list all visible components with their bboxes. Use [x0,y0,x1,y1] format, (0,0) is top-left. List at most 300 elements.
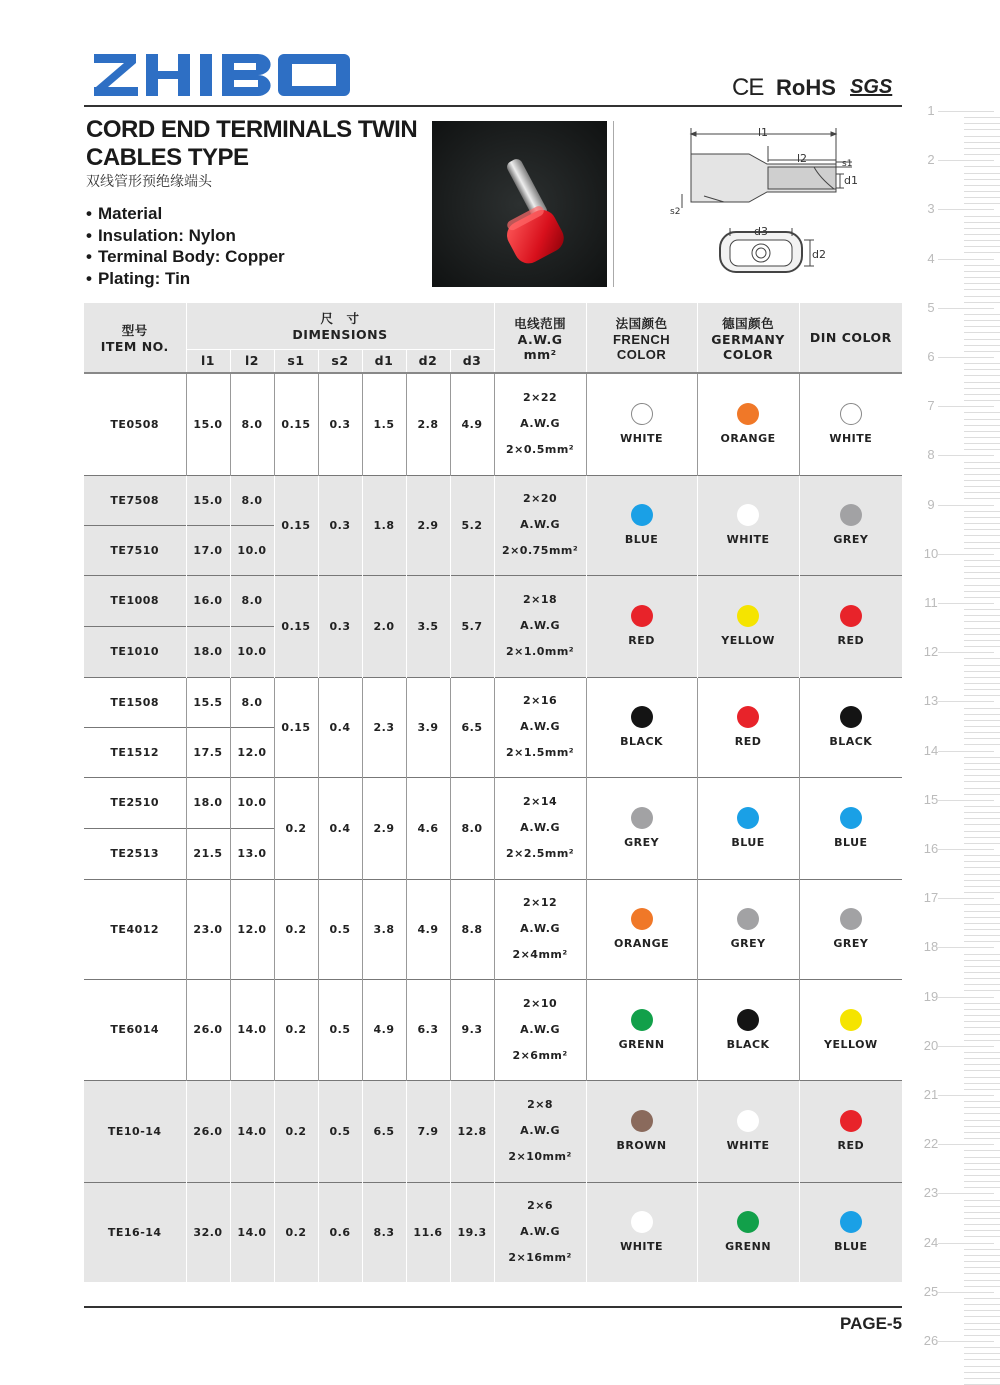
ruler-tick [938,160,994,161]
ruler-tick [964,1200,1000,1201]
ruler-tick [964,222,1000,223]
color-swatch [631,403,653,425]
table-row [84,777,902,828]
ruler-tick [964,523,1000,524]
ruler-tick [964,283,1000,284]
cell-d1: 1.5 [362,373,406,475]
wire-range [494,575,586,677]
din-color [799,979,902,1080]
ruler-tick [964,1323,1000,1324]
awg-value: 2×22 [522,391,558,405]
ruler-tick [964,855,1000,856]
wire-range [494,1080,586,1182]
ruler-tick [964,375,1000,376]
cell-d2: 2.9 [406,475,450,575]
ruler-tick [964,166,1000,167]
ruler-number: 21 [923,1087,939,1102]
ruler-tick [964,818,1000,819]
ruler-number: 23 [923,1185,939,1201]
title-line-2: CABLES TYPE [86,144,249,171]
ruler-tick [964,1218,1000,1219]
ruler-tick [964,1138,1000,1139]
cell-d3: 12.8 [450,1080,494,1182]
ruler-tick [964,154,1000,155]
cell-d3: 8.8 [450,879,494,979]
ruler-tick [964,597,1000,598]
color-swatch [631,908,653,930]
color-name: BLACK [726,1037,770,1051]
ruler-tick [964,345,1000,346]
ruler-number: 13 [923,693,939,709]
ruler-tick [938,800,994,801]
cell-d2: 3.9 [406,677,450,777]
ruler-tick [964,1329,1000,1330]
wire-range [494,777,586,879]
cell-s2: 0.5 [318,879,362,979]
color-name: RED [628,634,655,647]
awg-label: A.W.G [520,1225,560,1239]
ruler-tick [964,1212,1000,1213]
ruler-tick [964,781,1000,782]
item-no: TE2513 [84,828,186,879]
ruler-tick [964,1316,1000,1317]
ruler-tick [964,978,1000,979]
mm-value: 2×16mm² [508,1251,572,1265]
ruler-number: 26 [923,1333,939,1348]
color-swatch [631,1211,653,1233]
ruler-tick [964,923,1000,924]
ruler-number: 1 [927,103,935,118]
header-s2: s2 [318,349,362,373]
ruler-number: 20 [923,1037,939,1053]
color-swatch [737,908,759,930]
french-color [586,777,697,879]
french-color [586,1182,697,1282]
ruler-tick [964,1064,1000,1065]
ruler-tick [938,1095,994,1096]
cell-d1: 3.8 [362,879,406,979]
din-color [799,1182,902,1282]
ruler-tick [964,837,1000,838]
awg-value: 2×8 [527,1098,554,1111]
ruler-tick [938,652,994,653]
color-name: GREY [624,836,660,849]
cell-d1: 6.5 [362,1080,406,1182]
ruler-tick [938,259,994,260]
cell-d1: 4.9 [362,979,406,1080]
color-name: GREY [730,937,766,950]
ruler-tick [964,886,1000,887]
header-range-cn: 电线范围 [514,315,567,331]
svg-text:s1: s1 [842,159,853,169]
ruler-tick [938,455,994,456]
ruler-tick [964,658,1000,659]
ruler-tick [964,1304,1000,1305]
awg-value: 2×6 [527,1199,554,1213]
svg-text:l1: l1 [758,126,769,139]
color-name: BLACK [829,735,873,748]
ruler-tick [964,388,1000,389]
ruler-number: 24 [923,1234,939,1250]
cell-d2: 6.3 [406,979,450,1080]
french-color [586,575,697,677]
ruler-tick [964,788,1000,789]
ruler-tick [964,117,1000,118]
ruler-tick [964,173,1000,174]
cell-l1: 21.5 [186,828,230,879]
ruler-tick [964,1175,1000,1176]
color-name: RED [837,634,865,647]
french-color [586,979,697,1080]
ruler-tick [964,892,1000,893]
rohs-mark: RoHS [776,75,836,100]
color-swatch [737,403,759,425]
cell-l1: 23.0 [186,879,230,979]
header-item-no [84,303,186,373]
germany-color [697,1182,799,1282]
color-name: BLUE [731,836,765,849]
ruler-tick [938,898,994,899]
ruler-tick [964,972,1000,973]
table-row [84,1182,902,1282]
awg-label: A.W.G [520,1124,560,1137]
header-wire-range [494,303,586,373]
color-swatch [840,605,862,627]
cell-l2: 14.0 [230,1080,274,1182]
header-range-mm: mm² [523,346,557,362]
table-row [84,1080,902,1182]
color-swatch [737,1009,759,1031]
ruler-number: 18 [923,939,939,955]
mm-value: 2×0.5mm² [506,443,575,457]
color-swatch [631,605,653,627]
ruler-tick [938,1193,994,1194]
ruler-tick [964,1058,1000,1059]
ruler-number: 2 [927,152,935,168]
ruler-tick [964,1267,1000,1268]
ruler-tick [964,1310,1000,1311]
item-no: TE0508 [84,373,186,475]
ruler-tick [964,708,1000,709]
ruler-tick [938,357,994,358]
ruler-tick [938,209,994,210]
ruler-number: 4 [927,250,935,266]
color-name: YELLOW [721,634,775,647]
ruler-tick [964,123,1000,124]
cell-l2: 8.0 [230,575,274,626]
cell-s2: 0.5 [318,1080,362,1182]
ruler-tick [964,1255,1000,1256]
cell-s1: 0.2 [274,777,318,879]
ruler-tick [964,142,1000,143]
ruler-tick [964,911,1000,912]
germany-color [697,677,799,777]
footer-rule [84,1306,902,1308]
ruler-tick [964,271,1000,272]
cell-s2: 0.6 [318,1182,362,1282]
color-swatch [840,1211,862,1233]
specifications-table [84,303,902,1282]
property-material: • Material [86,203,285,225]
ruler-number: 16 [923,841,939,856]
cell-l2: 10.0 [230,626,274,677]
ruler-tick [964,369,1000,370]
color-name: GREY [833,533,869,546]
cell-l1: 18.0 [186,626,230,677]
ruler-tick [964,517,1000,518]
cell-l1: 17.0 [186,525,230,575]
ruler-tick [964,1009,1000,1010]
ruler-tick [964,732,1000,733]
ruler-tick [964,1101,1000,1102]
ruler-tick [964,351,1000,352]
svg-text:ZHIBO: ZHIBO [94,94,98,95]
cell-l1: 17.5 [186,727,230,777]
mm-value: 2×1.5mm² [506,746,575,759]
ruler-tick [964,302,1000,303]
ruler-tick [964,591,1000,592]
header-item-en: ITEM NO. [100,339,169,354]
awg-value: 2×20 [522,492,558,505]
ruler-tick [964,542,1000,543]
ruler-tick [938,1292,994,1293]
ruler-tick [964,757,1000,758]
header-item-cn: 型号 [121,323,148,338]
ruler-number: 11 [924,595,938,610]
item-no: TE4012 [84,879,186,979]
color-name: RED [837,1139,865,1152]
wire-range [494,677,586,777]
color-name: GREY [833,937,869,950]
din-color [799,373,902,475]
din-color [799,777,902,879]
ruler-tick [964,1359,1000,1360]
ruler-number: 8 [927,447,935,463]
ruler-tick [964,548,1000,549]
item-no: TE1010 [84,626,186,677]
header-rule [84,105,902,107]
ruler-tick [964,929,1000,930]
ruler-tick [964,296,1000,297]
cell-l1: 15.0 [186,373,230,475]
color-swatch [631,706,653,728]
ruler-tick [964,339,1000,340]
ruler-tick [964,763,1000,764]
color-name: GRENN [725,1240,772,1254]
wire-range [494,475,586,575]
cell-s1: 0.15 [274,677,318,777]
ruler-tick [964,726,1000,727]
product-photo [432,121,607,287]
ruler-tick [964,1126,1000,1127]
ruler-number: 9 [927,496,935,512]
ruler-tick [938,1046,994,1047]
ruler-tick [964,1236,1000,1237]
ruler-tick [964,1070,1000,1071]
ruler-tick [964,769,1000,770]
color-name: WHITE [726,533,770,546]
ruler-tick [964,492,1000,493]
ruler-tick [964,252,1000,253]
ruler-tick [964,320,1000,321]
cell-l1: 26.0 [186,1080,230,1182]
property-plating: • Plating: Tin [86,268,285,290]
cell-l2: 8.0 [230,475,274,525]
ruler-tick [964,867,1000,868]
page-title [86,116,426,172]
sgs-mark: SGS [850,76,893,98]
cell-l2: 14.0 [230,1182,274,1282]
french-color [586,475,697,575]
item-no: TE7510 [84,525,186,575]
color-swatch [631,1110,653,1132]
ruler-tick [964,794,1000,795]
ruler-tick [964,824,1000,825]
header-din-color: DIN COLOR [799,303,902,373]
color-swatch [737,807,759,829]
table-row [84,879,902,979]
ruler-tick [964,880,1000,881]
cell-d3: 6.5 [450,677,494,777]
ruler-tick [964,1052,1000,1053]
ruler-tick [964,578,1000,579]
ruler-tick [964,486,1000,487]
ruler-tick [964,332,1000,333]
table-row [84,677,902,727]
germany-color [697,475,799,575]
ruler-tick [964,646,1000,647]
ruler-tick [964,511,1000,512]
ruler-number: 19 [923,988,939,1004]
ruler-tick [964,966,1000,967]
ruler-tick [938,1243,994,1244]
cell-d1: 8.3 [362,1182,406,1282]
awg-label: A.W.G [520,922,560,935]
ruler-tick [964,437,1000,438]
svg-text:l2: l2 [797,152,808,165]
ruler-tick [964,216,1000,217]
ruler-tick [964,431,1000,432]
item-no: TE10-14 [84,1080,186,1182]
ruler-tick [964,683,1000,684]
material-properties [86,203,285,289]
ruler-tick [938,1341,994,1342]
awg-label: A.W.G [520,1022,560,1036]
ruler-tick [964,1113,1000,1114]
ruler-tick [964,1372,1000,1373]
cell-l1: 32.0 [186,1182,230,1282]
ruler-tick [964,720,1000,721]
ruler-tick [964,689,1000,690]
awg-label: A.W.G [520,619,560,632]
cell-s2: 0.5 [318,979,362,1080]
ruler-number: 14 [923,742,939,758]
din-color [799,677,902,777]
header-germany-en1: GERMANY [711,331,785,347]
awg-label: A.W.G [520,720,560,733]
header-l2: l2 [230,349,274,373]
ruler-tick [964,640,1000,641]
ruler-tick [964,1077,1000,1078]
item-no: TE7508 [84,475,186,525]
cell-l2: 10.0 [230,777,274,828]
ruler-tick [964,1089,1000,1090]
ruler-tick [964,585,1000,586]
ruler-tick [938,947,994,948]
color-name: ORANGE [720,432,776,446]
cell-d1: 1.8 [362,475,406,575]
property-insulation: • Insulation: Nylon [86,225,285,247]
din-color [799,475,902,575]
cell-d3: 8.0 [450,777,494,879]
color-swatch [840,1110,862,1132]
page-subtitle: 双线管形预绝缘端头 [86,174,212,190]
ruler-tick [964,990,1000,991]
ruler-tick [964,148,1000,149]
page-number: PAGE-5 [840,1314,903,1333]
header-germany-en2: COLOR [723,346,774,362]
din-color [799,575,902,677]
cell-l1: 18.0 [186,777,230,828]
din-color [799,879,902,979]
ruler-tick [964,1280,1000,1281]
color-swatch [631,807,653,829]
cell-d2: 11.6 [406,1182,450,1282]
ruler-tick [964,831,1000,832]
ruler-tick [964,1378,1000,1379]
ruler-tick [964,1034,1000,1035]
color-name: YELLOW [824,1037,878,1051]
ce-mark: CE [732,74,764,101]
color-name: WHITE [620,1240,664,1254]
ruler-tick [964,1224,1000,1225]
color-name: ORANGE [614,937,670,950]
color-swatch [840,504,862,526]
awg-label: A.W.G [520,821,560,834]
cell-s1: 0.15 [274,575,318,677]
ruler-tick [964,609,1000,610]
ruler-tick [964,265,1000,266]
ruler-tick [964,984,1000,985]
ruler-tick [938,849,994,850]
title-line-1: CORD END TERMINALS TWIN [86,116,418,143]
item-no: TE1008 [84,575,186,626]
cell-d2: 3.5 [406,575,450,677]
color-swatch [737,605,759,627]
ruler-tick [964,1132,1000,1133]
ruler-tick [964,314,1000,315]
ruler-tick [964,941,1000,942]
ruler-tick [964,812,1000,813]
germany-color [697,373,799,475]
ruler-tick [964,1181,1000,1182]
ruler-tick [964,861,1000,862]
svg-text:s2: s2 [670,207,681,217]
color-name: BLUE [834,836,868,849]
cell-l2: 14.0 [230,979,274,1080]
color-swatch [631,504,653,526]
cell-s2: 0.3 [318,475,362,575]
mm-value: 2×10mm² [508,1150,572,1163]
ruler-tick [964,1150,1000,1151]
germany-color [697,1080,799,1182]
ruler-tick [964,874,1000,875]
ruler-tick [964,197,1000,198]
cell-l2: 8.0 [230,677,274,727]
item-no: TE2510 [84,777,186,828]
header-dim-cn: 尺 寸 [320,311,360,327]
color-swatch [737,504,759,526]
